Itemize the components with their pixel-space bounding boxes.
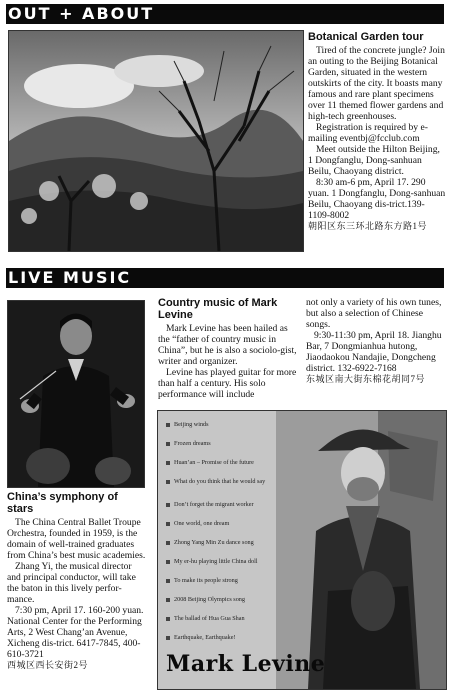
country-music-article-continued (306, 297, 444, 385)
album-track-title: One world, one dream (174, 520, 230, 527)
bullet-icon (166, 617, 170, 621)
section-banner-out-about: OUT + ABOUT (6, 4, 444, 24)
symphony-article (7, 491, 147, 671)
album-track-title: 2008 Beijing Olympics song (174, 596, 245, 603)
album-track-title: Earthquake, Earthquake! (174, 634, 236, 641)
album-cover-image (158, 411, 446, 689)
article-paragraph: Registration is required by e-mailing eventbj@fcclub.com (308, 122, 428, 144)
album-track-title: Frozen dreams (174, 440, 211, 447)
bullet-icon (166, 598, 170, 602)
article-paragraph: Zhang Yi, the musical director and principal conductor, will take the baton in this lively perfor-mance. (7, 561, 136, 605)
bullet-icon (166, 423, 170, 427)
article-paragraph: Tired of the concrete jungle? Join an outing to the Beijing Botanical Garden, situated in the western outskirts of the city. It boasts many famous and rare plant specimens over 11 themed flower gardens and high-tech greenhouses. (308, 45, 445, 122)
bullet-icon (166, 579, 170, 583)
bullet-icon (166, 461, 170, 465)
article-title: China’s symphony of stars (7, 491, 118, 515)
conductor-image (8, 301, 144, 487)
album-track (166, 615, 245, 622)
article-title: Botanical Garden tour (308, 31, 424, 43)
album-track (166, 421, 209, 428)
article-paragraph: not only a variety of his own tunes, but also a selection of Chinese songs. (306, 297, 442, 330)
album-track-title: Huan’an – Promise of the future (174, 459, 254, 466)
article-paragraph: 8:30 am-6 pm, April 17. 290 yuan. 1 Dongfanglu, Dong-sanhuan Beilu, Chaoyang dis-trict.139-1109-8002 (308, 177, 446, 221)
bullet-icon (166, 480, 170, 484)
album-track-title: Zhong Yang Min Zu dance song (174, 539, 254, 546)
album-track (166, 459, 254, 466)
album-track-title: Don’t forget the migrant worker (174, 501, 254, 508)
section-banner-live-music: LIVE MUSIC (6, 268, 444, 288)
album-artist-name: Mark Levine (166, 651, 326, 677)
album-track (166, 577, 238, 584)
album-track-title: The ballad of Hua Gua Shan (174, 615, 245, 622)
article-paragraph: Levine has played guitar for more than half a century. His solo performance will include (158, 367, 297, 400)
bullet-icon (166, 503, 170, 507)
album-track (166, 634, 236, 641)
garden-landscape-image (9, 31, 303, 251)
article-paragraph: Mark Levine has been hailed as the “father of country music in China”, but he is also a sociolo-gist, writer and organizer. (158, 323, 297, 367)
album-cover (157, 410, 447, 690)
country-music-article (158, 297, 298, 400)
album-track (166, 539, 254, 546)
album-track (166, 596, 245, 603)
album-track-title: To make its people strong (174, 577, 238, 584)
botanical-garden-article (308, 31, 446, 232)
conductor-photo (7, 300, 145, 488)
article-paragraph: Meet outside the Hilton Beijing, 1 Dongfanglu, Dong-sanhuan Beilu, Chaoyang district. (308, 144, 440, 177)
article-paragraph: 9:30-11:30 pm, April 18. Jianghu Bar, 7 Dongmianhua hutong, Jiaodaokou Nandajie, Dongcheng district. 132-6922-7168 (306, 330, 442, 374)
chinese-address: 东城区南大街东棉花胡同7号 (306, 374, 426, 384)
chinese-address: 西城区西长安街2号 (7, 660, 89, 670)
bullet-icon (166, 522, 170, 526)
article-paragraph: The China Central Ballet Troupe Orchestra, founded in 1959, is the domain of well-trained graduates from China’s best music academies. (7, 517, 146, 561)
bullet-icon (166, 541, 170, 545)
album-track-title: What do you think that he would say (174, 478, 266, 485)
bullet-icon (166, 560, 170, 564)
bullet-icon (166, 442, 170, 446)
botanical-garden-photo (8, 30, 304, 252)
article-title: Country music of Mark Levine (158, 297, 278, 321)
album-track (166, 501, 254, 508)
article-paragraph: 7:30 pm, April 17. 160-200 yuan. National Center for the Performing Arts, 2 West Chang’an Avenue, Xicheng dis-trict. 6417-7845, 400-610-3721 (7, 605, 144, 660)
album-track (166, 520, 229, 527)
album-track (166, 478, 274, 485)
album-track (166, 558, 258, 565)
album-track-title: My er-hu playing little China doll (174, 558, 258, 565)
bullet-icon (166, 636, 170, 640)
album-track-title: Beijing winds (174, 421, 209, 428)
album-track (166, 440, 211, 447)
chinese-address: 朝阳区东三环北路东方路1号 (308, 221, 428, 231)
